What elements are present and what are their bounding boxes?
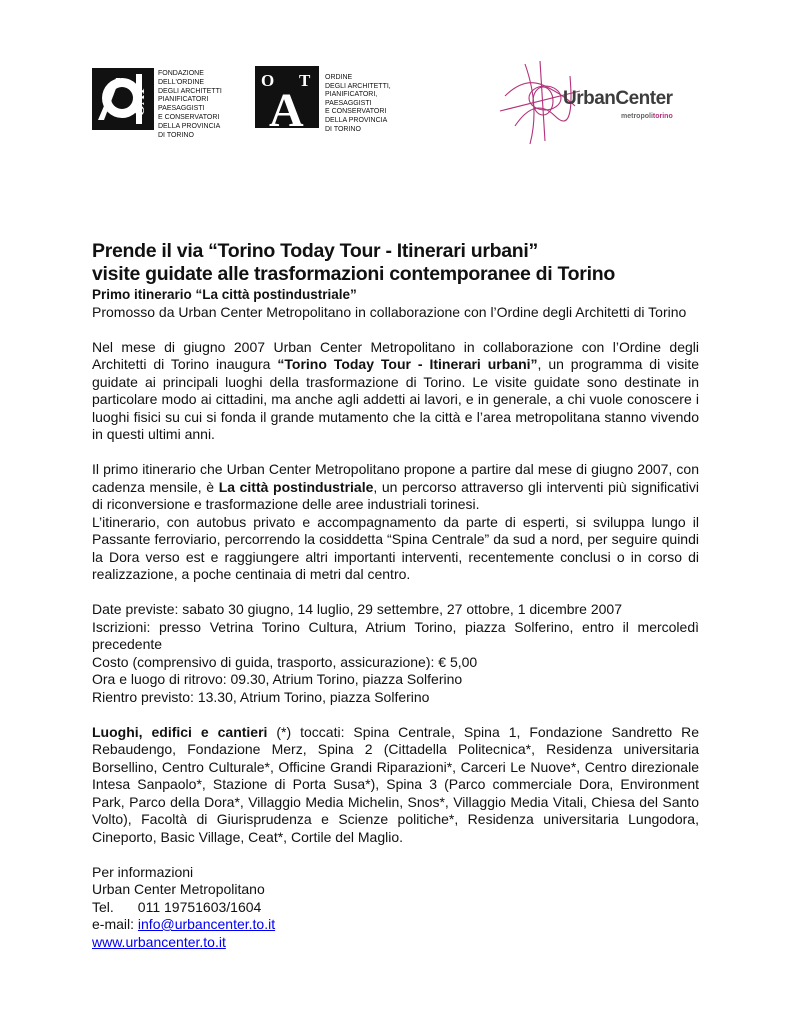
- route-paragraph: L’itinerario, con autobus privato e accompagnamento da parte di esperti, si sviluppa lungo il Passante ferroviario, percorrendo la cosiddetta “Spina Centrale” da sud a nord, per seguire quindi la Dora verso est e raggiungere altri importanti interventi, recentemente conclusi o in corso di realizzazione, a poche centinaia di metri dal centro.: [92, 513, 699, 582]
- logo-line: PAESAGGISTI: [158, 105, 205, 113]
- logo-line: DELL'ORDINE: [158, 78, 205, 86]
- meeting-line: Ora e luogo di ritrovo: 09.30, Atrium Torino, piazza Solferino: [92, 671, 463, 687]
- subtitle: Primo itinerario “La città postindustriale”: [92, 287, 357, 302]
- fondazione-oat-mark-text: OAT: [133, 86, 148, 116]
- page-title: [92, 240, 699, 286]
- logo-line: ORDINE: [325, 74, 353, 81]
- itinerary-text-cont: , un percorso attraverso gli interventi più significativi di riconversione e trasformazione delle aree industriali torinesi.: [92, 478, 699, 512]
- ordine-mark-t: T: [299, 71, 311, 90]
- logo-line: E CONSERVATORI: [325, 108, 387, 116]
- ordine-oat-text: [325, 74, 415, 134]
- logo-line: DEGLI ARCHITETTI,: [325, 82, 391, 90]
- title-line-1: Prende il via “Torino Today Tour - Itinerari urbani”: [92, 240, 538, 262]
- promo-line: Promosso da Urban Center Metropolitano in collaborazione con l’Ordine degli Architetti di Torino: [92, 303, 687, 320]
- intro-text: Nel mese di giugno 2007 Urban Center Metropolitano in collaborazione con l’Ordine degli Architetti di Torino inaugura: [92, 338, 699, 372]
- logo-line: DI TORINO: [325, 125, 361, 133]
- contact-website: [92, 934, 699, 952]
- contact-email: [92, 916, 699, 934]
- itinerary-name: La città postindustriale: [218, 478, 374, 495]
- contact-phone: [92, 899, 699, 917]
- places-label: Luoghi, edifici e cantieri: [92, 723, 268, 740]
- places-text: (*) toccati: Spina Centrale, Spina 1, Fondazione Sandretto Re Rebaudengo, Fondazione Merz, Spina 2 (Cittadella Politecnica*, Residenza universitaria Borsellino, Centro Culturale*, Officine Grandi Riparazioni*, Carceri Le Nuove*, Centro direzionale Intesa Sanpaolo*, Stazione di Porta Susa*), Spina 3 (Parco commerciale Dora, Environment Park, Parco della Dora*, Villaggio Media Michelin, Snos*, Villaggio Media Vitali, Chiesa del Santo Volto), Facoltà di Giurisprudenza e Scienze politiche*, Residenza universitaria Lungodora, Cineporto, Basic Village, Ceat*, Cortile del Maglio.: [92, 723, 699, 845]
- places-paragraph: [92, 724, 699, 847]
- logo-line: DI TORINO: [158, 131, 194, 139]
- fondazione-oat-mark: [92, 68, 154, 130]
- urbancenter-name: UrbanCenter: [563, 88, 673, 109]
- dates-line: Date previste: sabato 30 giugno, 14 luglio, 29 settembre, 27 ottobre, 1 dicembre 2007: [92, 601, 623, 617]
- logo-header: [0, 62, 791, 142]
- itinerary-paragraph: [92, 461, 699, 514]
- title-line-2: visite guidate alle trasformazioni contemporanee di Torino: [92, 263, 615, 285]
- ordine-mark-a: A: [269, 84, 304, 128]
- ordine-oat-mark: [255, 66, 319, 128]
- logo-line: DELLA PROVINCIA: [325, 116, 388, 124]
- phone-number: 011 19751603/1604: [137, 898, 262, 915]
- contact-org: Urban Center Metropolitano: [92, 881, 265, 897]
- logo-line: DELLA PROVINCIA: [158, 122, 221, 130]
- urbancenter-sub-highlight: torino: [652, 113, 673, 120]
- logo-line: PAESAGGISTI: [325, 99, 372, 107]
- website-link[interactable]: www.urbancenter.to.it: [92, 933, 226, 950]
- itinerary-text: Il primo itinerario che Urban Center Metropolitano propone a partire dal mese di giugno 2007, con cadenza mensile, è: [92, 461, 699, 495]
- fondazione-oat-text: [158, 70, 253, 140]
- logo-line: FONDAZIONE: [158, 70, 204, 77]
- logo-line: PIANIFICATORI: [158, 96, 209, 104]
- intro-paragraph: [92, 339, 699, 444]
- logo-line: DEGLI ARCHITETTI: [158, 87, 222, 95]
- registration-line: Iscrizioni: presso Vetrina Torino Cultura, Atrium Torino, piazza Solferino, entro il mercoledì precedente: [92, 618, 699, 652]
- press-release-body: [92, 240, 699, 951]
- return-line: Rientro previsto: 13.30, Atrium Torino, piazza Solferino: [92, 688, 430, 705]
- logo-line: E CONSERVATORI: [158, 113, 220, 121]
- logo-line: PIANIFICATORI,: [325, 91, 378, 99]
- urbancenter-sub-plain: metropoli: [621, 113, 653, 120]
- tour-name: “Torino Today Tour - Itinerari urbani”: [277, 356, 538, 372]
- cost-line: Costo (comprensivo di guida, trasporto, assicurazione): € 5,00: [92, 653, 478, 670]
- email-label: e-mail:: [92, 916, 138, 932]
- ordine-mark-o: O: [261, 71, 275, 90]
- contact-heading: Per informazioni: [92, 863, 194, 880]
- phone-label: Tel.: [92, 898, 114, 915]
- urbancenter-subtitle: [621, 113, 673, 120]
- email-link[interactable]: info@urbancenter.to.it: [137, 916, 276, 932]
- urbancenter-logo: [495, 56, 695, 146]
- intro-text-cont: , un programma di visite guidate ai principali luoghi della trasformazione di Torino. Le visite guidate sono destinate in particolare modo ai cittadini, ma anche agli addetti ai lavori, e in generale, a chi vuole conoscere i luoghi fisici su cui si fonda il grande mutamento che la città e l’area metropolitana stanno vivendo in questi ultimi anni.: [92, 356, 699, 442]
